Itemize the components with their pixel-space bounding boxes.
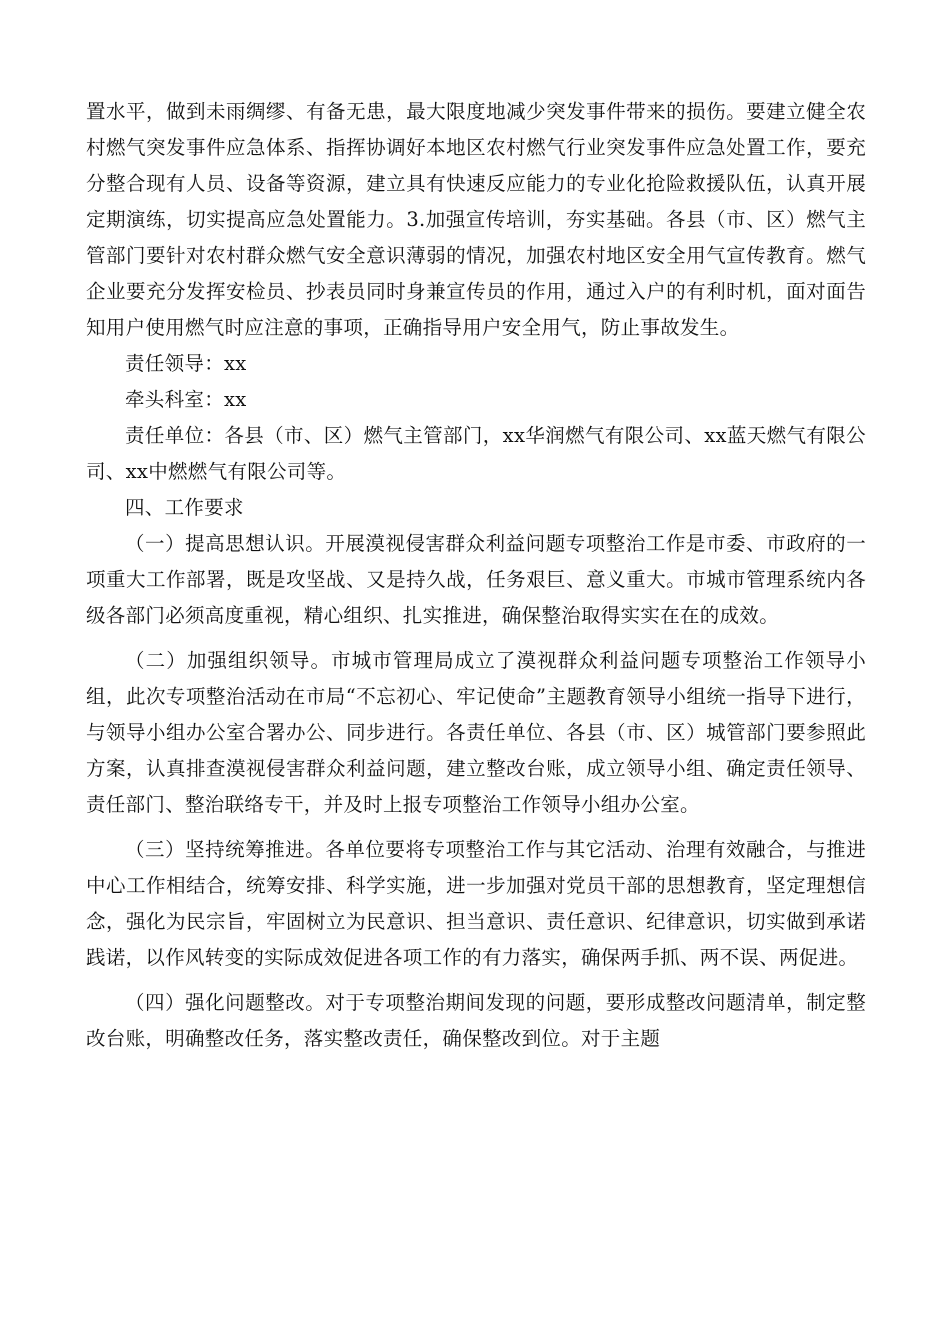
paragraph-requirement-4: （四）强化问题整改。对于专项整治期间发现的问题，要形成整改问题清单，制定整改台账，明确整改任务，落实整改责任，确保整改到位。对于主题 (86, 991, 866, 1050)
paragraph-requirement-2: （二）加强组织领导。市城市管理局成立了漠视群众利益问题专项整治工作领导小组，此次专项整治活动在市局“不忘初心、牢记使命”主题教育领导小组统一指导下进行，与领导小组办公室合署办公、同步进行。各责任单位、各县（市、区）城管部门要参照此方案，认真排查漠视侵害群众利益问题，建立整改台账，成立领导小组、确定责任领导、责任部门、整治联络专干，并及时上报专项整治工作领导小组办公室。 (86, 649, 866, 816)
paragraph-requirement-3: （三）坚持统筹推进。各单位要将专项整治工作与其它活动、治理有效融合，与推进中心工作相结合，统筹安排、科学实施，进一步加强对党员干部的思想教育，坚定理想信念，强化为民宗旨，牢固树立为民意识、担当意识、责任意识、纪律意识，切实做到承诺践诺，以作风转变的实际成效促进各项工作的有力落实，确保两手抓、两不误、两促进。 (86, 838, 866, 969)
paragraph-requirement-1: （一）提高思想认识。开展漠视侵害群众利益问题专项整治工作是市委、市政府的一项重大工作部署，既是攻坚战、又是持久战，任务艰巨、意义重大。市城市管理系统内各级各部门必须高度重视，精心组织、扎实推进，确保整治取得实实在在的成效。 (86, 532, 866, 627)
responsible-leader: 责任领导：xx (125, 352, 247, 375)
paragraph-emergency-response: 置水平，做到未雨绸缪、有备无患，最大限度地减少突发事件带来的损伤。要建立健全农村燃气突发事件应急体系、指挥协调好本地区农村燃气行业突发事件应急处置工作，要充分整合现有人员、设备等资源，建立具有快速反应能力的专业化抢险救援队伍，认真开展定期演练，切实提高应急处置能力。3.加强宣传培训，夯实基础。各县（市、区）燃气主管部门要针对农村群众燃气安全意识薄弱的情况，加强农村地区安全用气宣传教育。燃气企业要充分发挥安检员、抄表员同时身兼宣传员的作用，通过入户的有利时机，面对面告知用户使用燃气时应注意的事项，正确指导用户安全用气，防止事故发生。 (86, 100, 866, 339)
lead-department: 牵头科室：xx (125, 388, 247, 411)
responsible-units: 责任单位：各县（市、区）燃气主管部门，xx华润燃气有限公司、xx蓝天燃气有限公司、xx中燃燃气有限公司等。 (86, 424, 866, 483)
document-page (86, 94, 866, 1057)
section-heading-work-requirements: 四、工作要求 (125, 496, 244, 519)
